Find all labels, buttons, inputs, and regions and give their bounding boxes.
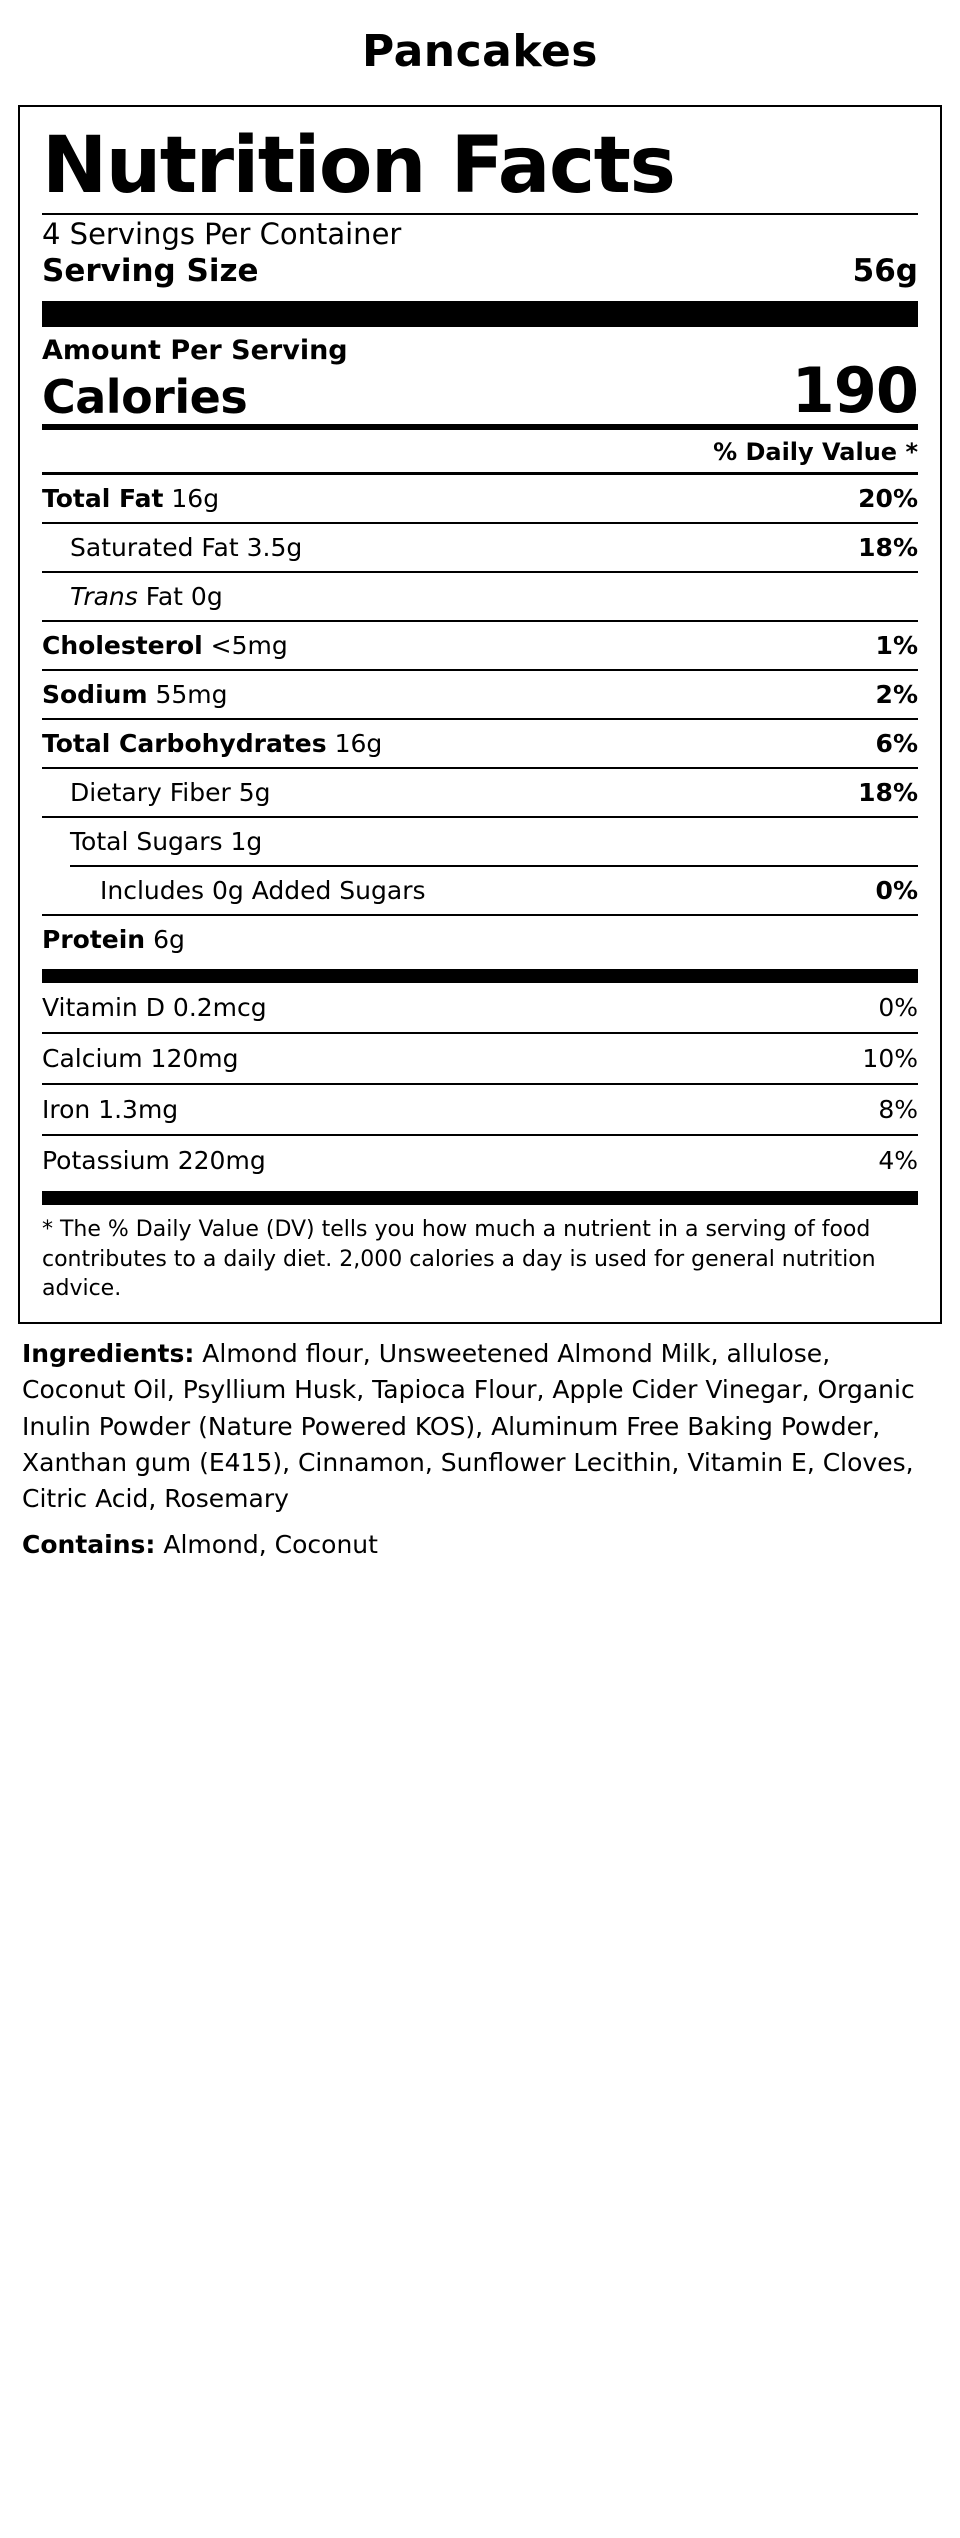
nutrient-name: Total Fat bbox=[42, 484, 164, 514]
vitamin-name: Iron 1.3mg bbox=[42, 1095, 179, 1125]
nutrient-name: Dietary Fiber bbox=[70, 778, 231, 808]
nutrient-name: Trans bbox=[70, 582, 138, 612]
vitamin-row bbox=[42, 1083, 918, 1134]
nutrient-row bbox=[42, 522, 918, 571]
divider-thick-top bbox=[42, 301, 918, 327]
nutrient-label bbox=[42, 631, 288, 660]
nutrient-label bbox=[42, 876, 426, 905]
nutrient-amount: <5mg bbox=[210, 631, 288, 661]
nutrient-row bbox=[42, 816, 918, 865]
nutrient-row bbox=[42, 620, 918, 669]
nutrient-dv: 18% bbox=[858, 778, 918, 808]
calories-row bbox=[42, 354, 918, 428]
contains-section bbox=[18, 1527, 942, 1584]
nutrient-dv: 20% bbox=[858, 484, 918, 514]
vitamin-row bbox=[42, 1134, 918, 1185]
serving-size-value: 56g bbox=[852, 253, 918, 290]
nutrient-label bbox=[42, 729, 382, 758]
nutrient-dv: 0% bbox=[875, 876, 918, 906]
vitamin-dv: 8% bbox=[878, 1095, 918, 1125]
nutrient-name: Total Sugars bbox=[70, 827, 223, 857]
vitamin-row bbox=[42, 1032, 918, 1083]
nutrient-dv: 18% bbox=[858, 533, 918, 563]
nutrient-amount: 55mg bbox=[155, 680, 228, 710]
nutrient-amount: Fat 0g bbox=[145, 582, 223, 612]
nutrient-name: Includes 0g Added Sugars bbox=[100, 876, 426, 906]
nutrient-row bbox=[42, 669, 918, 718]
nutrient-row bbox=[42, 867, 918, 914]
ingredients-label: Ingredients: bbox=[22, 1339, 195, 1369]
divider-thick-vitamins bbox=[42, 969, 918, 983]
calories-label: Calories bbox=[42, 370, 248, 425]
vitamin-row bbox=[42, 983, 918, 1032]
daily-value-footnote: * The % Daily Value (DV) tells you how much a nutrient in a serving of food contributes to a daily diet. 2,000 calories a day is used for general nutrition advice. bbox=[42, 1217, 876, 1302]
nutrient-label bbox=[42, 925, 185, 954]
nutrient-amount: 5g bbox=[238, 778, 271, 808]
page-title: Pancakes bbox=[362, 26, 598, 77]
contains-text: Almond, Coconut bbox=[163, 1530, 378, 1560]
nutrition-facts-heading: Nutrition Facts bbox=[42, 121, 675, 211]
vitamin-dv: 4% bbox=[878, 1146, 918, 1176]
divider-thick-footnote bbox=[42, 1191, 918, 1205]
amount-per-serving-label: Amount Per Serving bbox=[42, 335, 348, 367]
vitamin-dv: 10% bbox=[862, 1044, 918, 1074]
daily-value-header: % Daily Value * bbox=[713, 438, 918, 467]
contains-label: Contains: bbox=[22, 1530, 156, 1560]
nutrient-amount: 3.5g bbox=[246, 533, 303, 563]
nutrient-name: Protein bbox=[42, 925, 146, 955]
nutrition-facts-panel bbox=[18, 105, 942, 1324]
calories-value: 190 bbox=[791, 354, 918, 428]
vitamin-name: Calcium 120mg bbox=[42, 1044, 239, 1074]
nutrient-amount: 16g bbox=[334, 729, 383, 759]
nutrient-name: Sodium bbox=[42, 680, 148, 710]
nutrient-dv: 6% bbox=[875, 729, 918, 759]
nutrient-label bbox=[42, 582, 223, 611]
ingredients-section bbox=[18, 1324, 942, 1527]
nutrient-amount: 6g bbox=[153, 925, 185, 955]
nutrient-name: Cholesterol bbox=[42, 631, 203, 661]
vitamin-name: Potassium 220mg bbox=[42, 1146, 266, 1176]
nutrient-row bbox=[42, 914, 918, 963]
nutrient-dv: 2% bbox=[875, 680, 918, 710]
serving-size-label: Serving Size bbox=[42, 253, 259, 290]
nutrient-label bbox=[42, 533, 302, 562]
vitamin-name: Vitamin D 0.2mcg bbox=[42, 993, 267, 1023]
nutrient-row bbox=[42, 718, 918, 767]
nutrient-label bbox=[42, 680, 228, 709]
nutrient-amount: 1g bbox=[230, 827, 263, 857]
vitamin-dv: 0% bbox=[878, 993, 918, 1023]
nutrient-label bbox=[42, 778, 271, 807]
nutrient-dv: 1% bbox=[875, 631, 918, 661]
nutrient-label bbox=[42, 827, 262, 856]
nutrient-row bbox=[42, 571, 918, 620]
servings-per-container: 4 Servings Per Container bbox=[42, 217, 402, 252]
nutrient-label bbox=[42, 484, 219, 513]
nutrient-name: Total Carbohydrates bbox=[42, 729, 327, 759]
nutrient-name: Saturated Fat bbox=[70, 533, 239, 563]
nutrient-row bbox=[42, 472, 918, 522]
ingredients-text: Almond flour, Unsweetened Almond Milk, allulose, Coconut Oil, Psyllium Husk, Tapioca Flour, Apple Cider Vinegar, Organic Inulin Powder (Nature Powered KOS), Aluminum Free Baking Powder, Xanthan gum (E415), Cinnamon, Sunflower Lecithin, Vitamin E, Cloves, Citric Acid, Rosemary bbox=[22, 1339, 915, 1514]
nutrient-row bbox=[42, 767, 918, 816]
serving-size-row bbox=[42, 251, 918, 295]
nutrient-amount: 16g bbox=[171, 484, 220, 514]
